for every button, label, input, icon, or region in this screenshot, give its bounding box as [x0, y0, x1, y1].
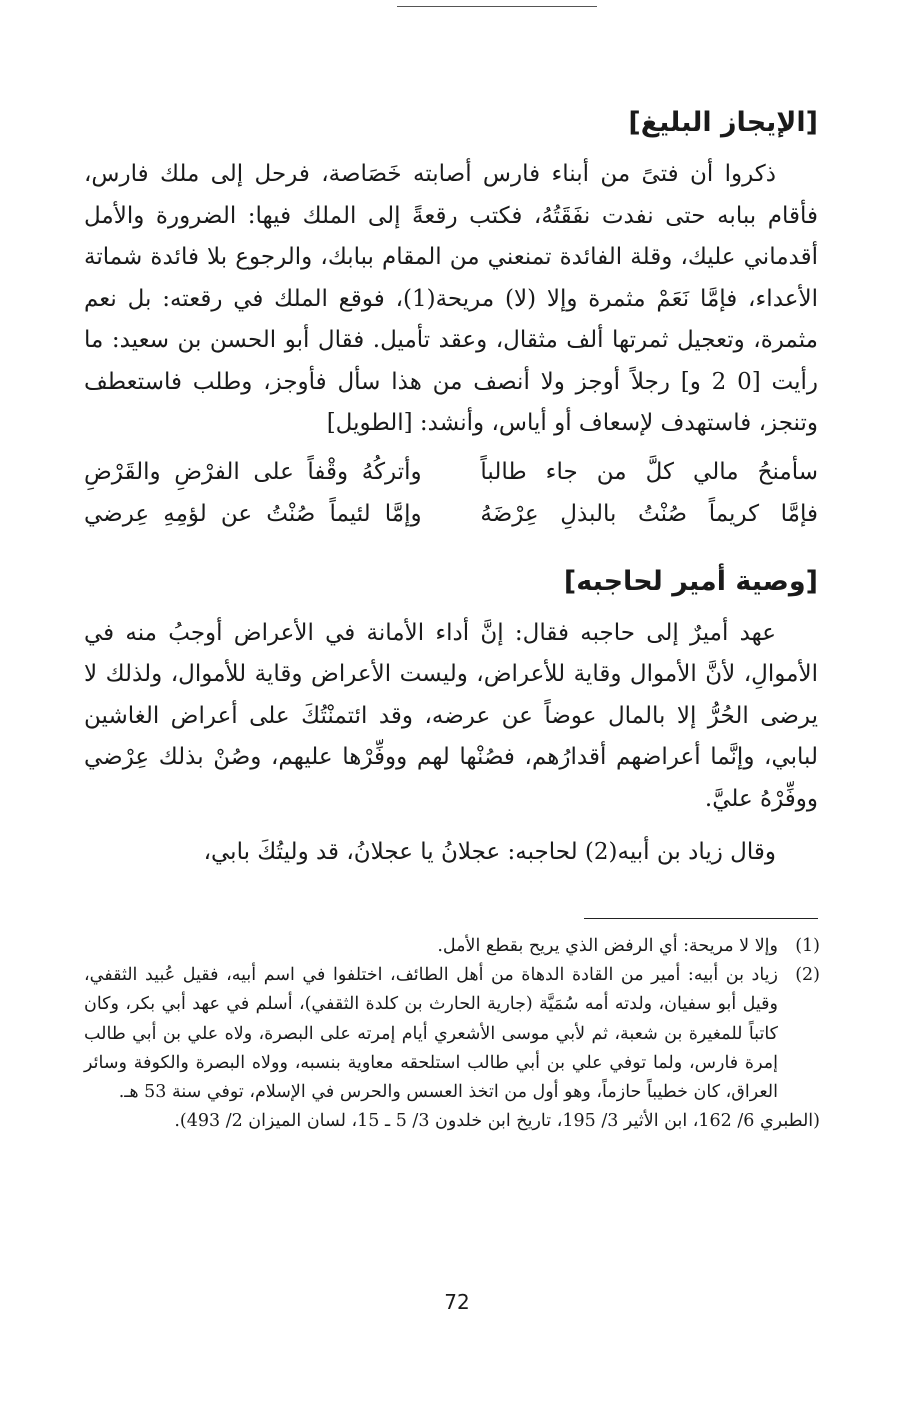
- section-title-concise-eloquence: [الإيجاز البليغ]: [628, 107, 818, 138]
- footnote-number: (2): [795, 965, 820, 986]
- section-title-emir-advice: [وصية أمير لحاجبه]: [563, 565, 818, 597]
- footnotes: [84, 932, 820, 1136]
- footnote-text: زياد بن أبيه: أمير من القادة الدهاة من أهل الطائف، اختلفوا في اسم أبيه، فقيل عُبيد الثقفي، وقيل أبو سفيان، ولدته أمه سُمَيَّة (جارية الحارث بن كلدة الثقفي)، أسلم في عهد أبي بكر، وكان كاتباً للمغيرة بن شعبة، ثم لأبي موسى الأشعري أيام إمرته على البصرة، ولاه علي بن أبي طالب إمرة فارس، ولما توفي علي بن أبي طالب استلحقه معاوية بنسبه، وولاه البصرة والكوفة وسائر العراق، كان خطيباً حازماً، وهو أول من اتخذ العسس والحرس في الإسلام، توفي سنة 53 هـ.: [84, 965, 778, 1103]
- paragraph-emir-advice: عهد أميرٌ إلى حاجبه فقال: إنَّ أداء الأمانة في الأعراض أوجبُ منه في الأموالِ، لأنَّ الأموال وقاية للأعراض، وليست الأعراض وقاية للأموال، ولذلك لا يرضى الحُرُّ إلا بالمال عوضاً عن عرضه، وقد ائتمنْتُكَ على أعراض الغاشين لبابي، وإنَّما أعراضهم أقدارُهم، فصُنْها لهم ووفِّرْها عليهم، وصُنْ بذلك عِرْضي ووفِّرْهُ عليَّ.: [84, 619, 818, 812]
- verse-first-hemistich: سأمنحُ مالي كلَّ من جاء طالباً: [480, 458, 818, 485]
- footnote-number: (1): [795, 936, 820, 956]
- footnote-sources: (الطبري 6/ 162، ابن الأثير 3/ 195، تاريخ ابن خلدون 3/ 5 ـ 15، لسان الميزان 2/ 493).: [174, 1111, 820, 1132]
- verse-line: [84, 493, 818, 535]
- top-rule: [397, 6, 597, 7]
- verse-second-hemistich: وإمَّا لئيماً صُنْتُ عن لؤمِهِ عِرضي: [84, 500, 422, 527]
- poem-verses: [84, 451, 818, 535]
- footnote-item: [84, 961, 820, 1107]
- verse-line: [84, 451, 818, 493]
- verse-second-hemistich: وأتركُهُ وقْفاً على الفرْضِ والقَرْضِ: [84, 458, 422, 485]
- verse-first-hemistich: فإمَّا كريماً صُنْتُ بالبذلِ عِرْضَهُ: [480, 500, 818, 527]
- paragraph-ziyad: وقال زياد بن أبيه(2) لحاجبه: عجلانُ يا عجلانُ، قد وليتُكَ بابي،: [203, 839, 776, 865]
- footnote-divider: [584, 918, 818, 919]
- footnote-text: وإلا لا مريحة: أي الرفض الذي يريح بقطع الأمل.: [437, 936, 778, 956]
- paragraph-concise-eloquence: ذكروا أن فتىً من أبناء فارس أصابته خَصَاصة، فرحل إلى ملك فارس، فأقام ببابه حتى نفدت نفَقَتُهُ، فكتب رقعةً إلى الملك فيها: الضرورة والأمل أقدماني عليك، وقلة الفائدة تمنعني من المقام ببابك، والرجوع بلا فائدة شماتة الأعداء، فإمَّا نَعَمْ مثمرة وإلا (لا) مريحة(1)، فوقع الملك في رقعته: بل نعم مثمرة، وتعجيل ثمرتها ألف مثقال، وعقد تأميل. فقال أبو الحسن بن سعيد: ما رأيت [0 2 و] رجلاً أوجز ولا أنصف من هذا سأل فأوجز، وطلب فاستعطف وتنجز، فاستهدف لإسعاف أو أياس، وأنشد: [الطويل]: [84, 161, 818, 436]
- footnote-item: [84, 932, 820, 961]
- page-number: 72: [444, 1290, 470, 1314]
- page-body: [84, 98, 818, 874]
